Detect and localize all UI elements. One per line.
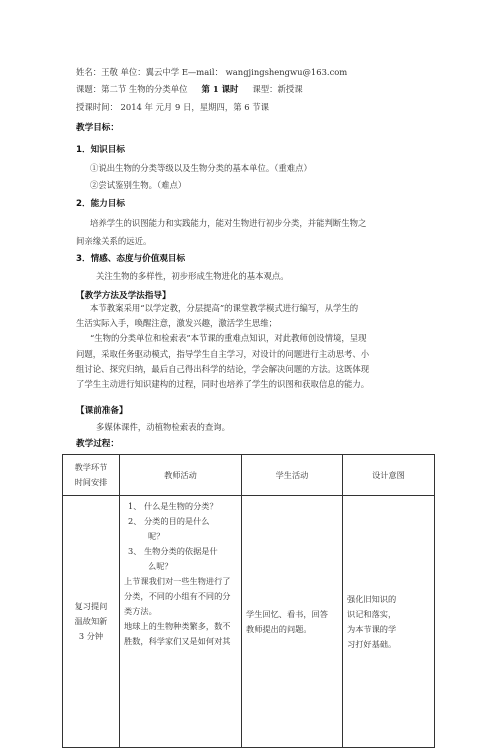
emotion-text: 关注生物的多样性，初步形成生物进化的基本观点。 — [96, 271, 289, 281]
ability-heading: 2．能力目标 — [76, 199, 125, 209]
knowledge-heading: 1．知识目标 — [76, 145, 125, 155]
teacher-line: 呢？ — [148, 531, 165, 541]
teacher-line: 分类，不同的小组有不同的分 — [124, 591, 231, 601]
intent-cell — [343, 496, 435, 748]
teacher-line: 么呢？ — [148, 561, 173, 571]
table-header-row — [63, 455, 435, 496]
student-line: 学生回忆、看书，回答 — [246, 608, 328, 619]
methods-line: 组讨论、探究归纳，最后自己得出科学的结论，学会解决问题的方法。这既体现 — [76, 363, 370, 374]
student-line: 教师提出的问题。 — [246, 623, 312, 634]
methods-line: 本节教案采用“以学定教，分层提高”的课堂教学模式进行编写，从学生的 — [90, 303, 359, 313]
topic-type: 课型：新授课 — [252, 84, 303, 94]
lesson-process-table — [62, 454, 435, 748]
knowledge-item-2: ②尝试鉴别生物。（难点） — [90, 180, 187, 190]
intent-line: 为本节课的学 — [347, 623, 397, 634]
preparation-text: 多媒体课件，动植物检索表的查询。 — [96, 422, 230, 432]
emotion-heading: 3．情感、态度与价值观目标 — [76, 254, 186, 264]
stage-line: 3 分钟 — [78, 631, 104, 641]
ability-line-2: 间亲缘关系的远近。 — [76, 236, 152, 246]
header-teacher: 教师活动 — [120, 455, 242, 496]
teacher-line: 2、 分类的目的是什么 — [128, 516, 210, 526]
student-activity-cell — [242, 496, 343, 748]
teacher-line: 地球上的生物种类繁多，数不 — [124, 621, 231, 631]
methods-line: 生活实际入手，唤醒注意，激发兴趣，激活学生思维； — [76, 318, 277, 329]
stage-cell — [63, 496, 120, 748]
author-line: 姓名：王敬 单位：翼云中学 E—mail： wangjingshengwu@163.com — [76, 67, 348, 77]
stage-line: 温故知新 — [74, 616, 108, 626]
methods-text — [76, 301, 432, 392]
teacher-activity-cell — [120, 496, 242, 748]
teacher-line: 类方法。 — [124, 606, 157, 616]
topic-title: 课题：第二节 生物的分类单位 — [76, 84, 188, 94]
intent-line: 强化旧知识的 — [347, 593, 397, 604]
methods-heading: 【教学方法及学法指导】 — [76, 291, 171, 301]
header-stage-line: 教学环节 — [74, 462, 108, 472]
table-row — [63, 496, 435, 748]
methods-line: “生物的分类单位和检索表”本节课的重难点知识，对此教师创设情境，呈现 — [90, 333, 367, 344]
header-student: 学生活动 — [242, 455, 343, 496]
intent-line: 识记和落实， — [347, 608, 397, 619]
teacher-line: 3、 生物分类的依据是什 — [128, 546, 218, 556]
methods-line: 了学生主动进行知识建构的过程，同时也培养了学生的识图和获取信息的能力。 — [76, 379, 370, 390]
teacher-line: 上节课我们对一些生物进行了 — [124, 576, 231, 586]
header-intent: 设计意图 — [343, 455, 435, 496]
teacher-line: 胜数，科学家们又是如何对其 — [124, 636, 231, 646]
process-heading: 教学过程： — [76, 439, 119, 449]
stage-line: 复习提问 — [74, 601, 108, 611]
time-line: 授课时间： 2014 年 元月 9 日，星期四，第 6 节课 — [76, 102, 269, 112]
header-stage — [63, 455, 120, 496]
preparation-heading: 【课前准备】 — [76, 406, 128, 416]
objectives-heading: 教学目标： — [76, 123, 119, 133]
intent-line: 习打好基础。 — [347, 638, 397, 649]
knowledge-item-1: ①说出生物的分类等级以及生物分类的基本单位。（重难点） — [90, 163, 312, 173]
topic-line — [76, 84, 303, 95]
ability-line-1: 培养学生的识图能力和实践能力，能对生物进行初步分类，并能判断生物之 — [90, 218, 367, 228]
header-stage-line: 时间安排 — [74, 477, 108, 487]
methods-line: 问题，采取任务驱动模式，指导学生自主学习，对设计的问题进行主动思考、小 — [76, 348, 370, 359]
teacher-line: 1、 什么是生物的分类？ — [128, 501, 218, 511]
topic-hours: 第 1 课时 — [201, 84, 239, 94]
